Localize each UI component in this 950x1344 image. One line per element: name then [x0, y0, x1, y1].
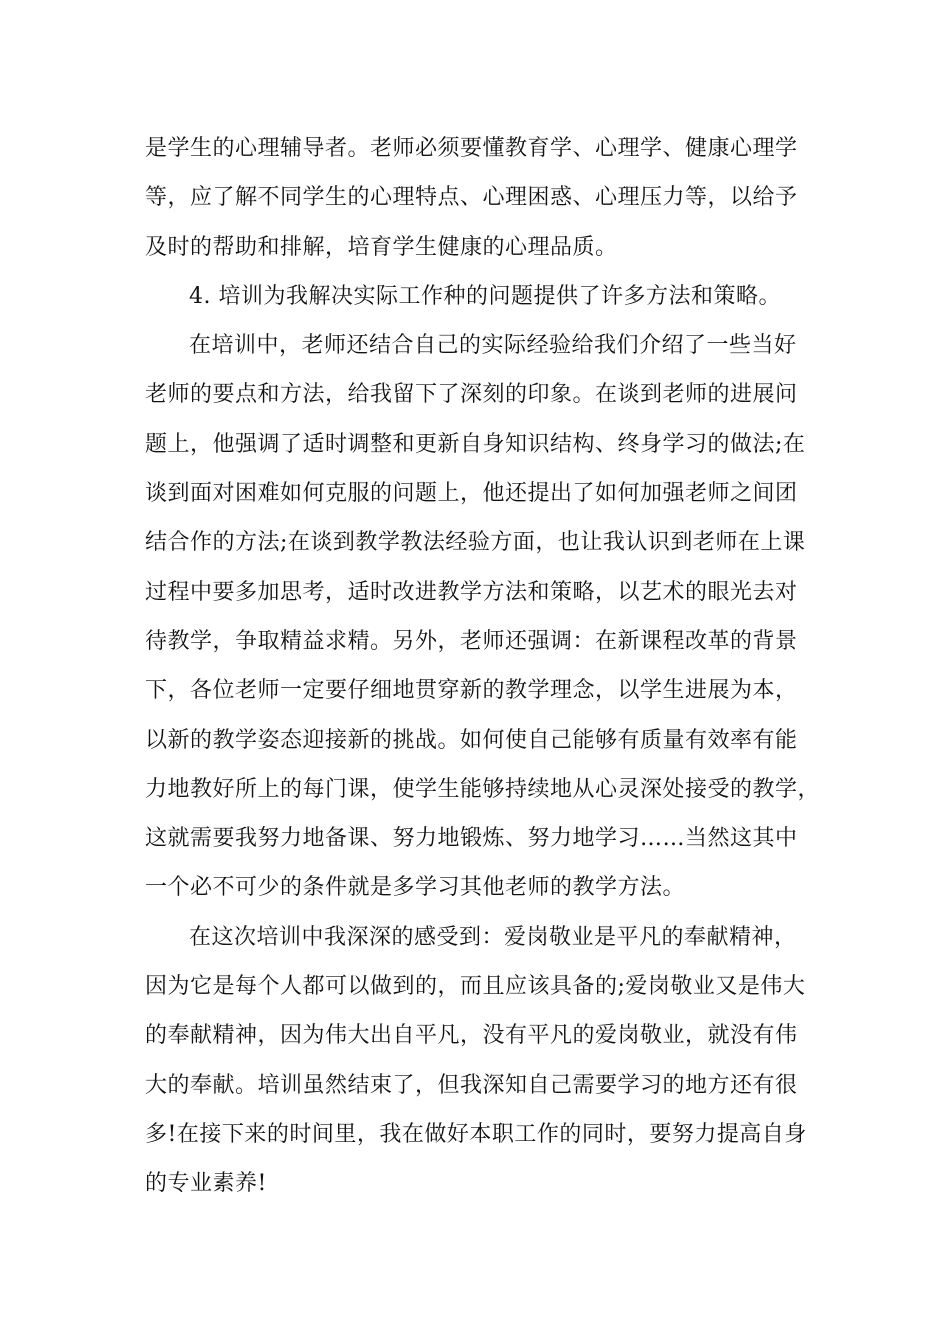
text-line: 多!在接下来的时间里，我在做好本职工作的同时，要努力提高自身 — [145, 1121, 807, 1147]
text-line: 结合作的方法;在谈到教学教法经验方面，也让我认识到老师在上课 — [145, 530, 806, 556]
text-line: 下，各位老师一定要仔细地贯穿新的教学理念，以学生进展为本， — [145, 678, 798, 704]
text-line: 是学生的心理辅导者。老师必须要懂教育学、心理学、健康心理学 — [145, 136, 798, 161]
text-line: 因为它是每个人都可以做到的，而且应该具备的;爱岗敬业又是伟大 — [145, 974, 806, 1000]
text-line: 待教学，争取精益求精。另外，老师还强调：在新课程改革的背景 — [145, 628, 798, 654]
text-line: 等，应了解不同学生的心理特点、心理困惑、心理压力等，以给予 — [145, 185, 798, 211]
paragraph-start-line: 在这次培训中我深深的感受到：爱岗敬业是平凡的奉献精神， — [189, 924, 797, 950]
text-line: 及时的帮助和排解，培育学生健康的心理品质。 — [145, 234, 618, 260]
body-text — [145, 124, 821, 1209]
text-line: 大的奉献。培训虽然结束了，但我深知自己需要学习的地方还有很 — [145, 1072, 798, 1098]
text-line: 力地教好所上的每门课，使学生能够持续地从心灵深处接受的教学， — [145, 776, 821, 802]
text-line: 以新的教学姿态迎接新的挑战。如何使自己能够有质量有效率有能 — [145, 727, 798, 753]
text-line: 题上，他强调了适时调整和更新自身知识结构、终身学习的做法;在 — [145, 431, 806, 457]
text-line: 谈到面对困难如何克服的问题上，他还提出了如何加强老师之间团 — [145, 481, 798, 507]
paragraph-start-line: 在培训中，老师还结合自己的实际经验给我们介绍了一些当好 — [189, 333, 797, 359]
text-line: 这就需要我努力地备课、努力地锻炼、努力地学习……当然这其中 — [145, 826, 798, 852]
text-line: 老师的要点和方法，给我留下了深刻的印象。在谈到老师的进展问 — [145, 382, 798, 408]
text-line: 的专业素养! — [145, 1171, 267, 1197]
text-line: 一个必不可少的条件就是多学习其他老师的教学方法。 — [145, 875, 686, 901]
numbered-heading: 4. 培训为我解决实际工作种的问题提供了许多方法和策略。 — [189, 283, 781, 309]
text-line: 过程中要多加思考，适时改进教学方法和策略，以艺术的眼光去对 — [145, 579, 798, 605]
text-line: 的奉献精神，因为伟大出自平凡，没有平凡的爱岗敬业，就没有伟 — [145, 1023, 798, 1049]
